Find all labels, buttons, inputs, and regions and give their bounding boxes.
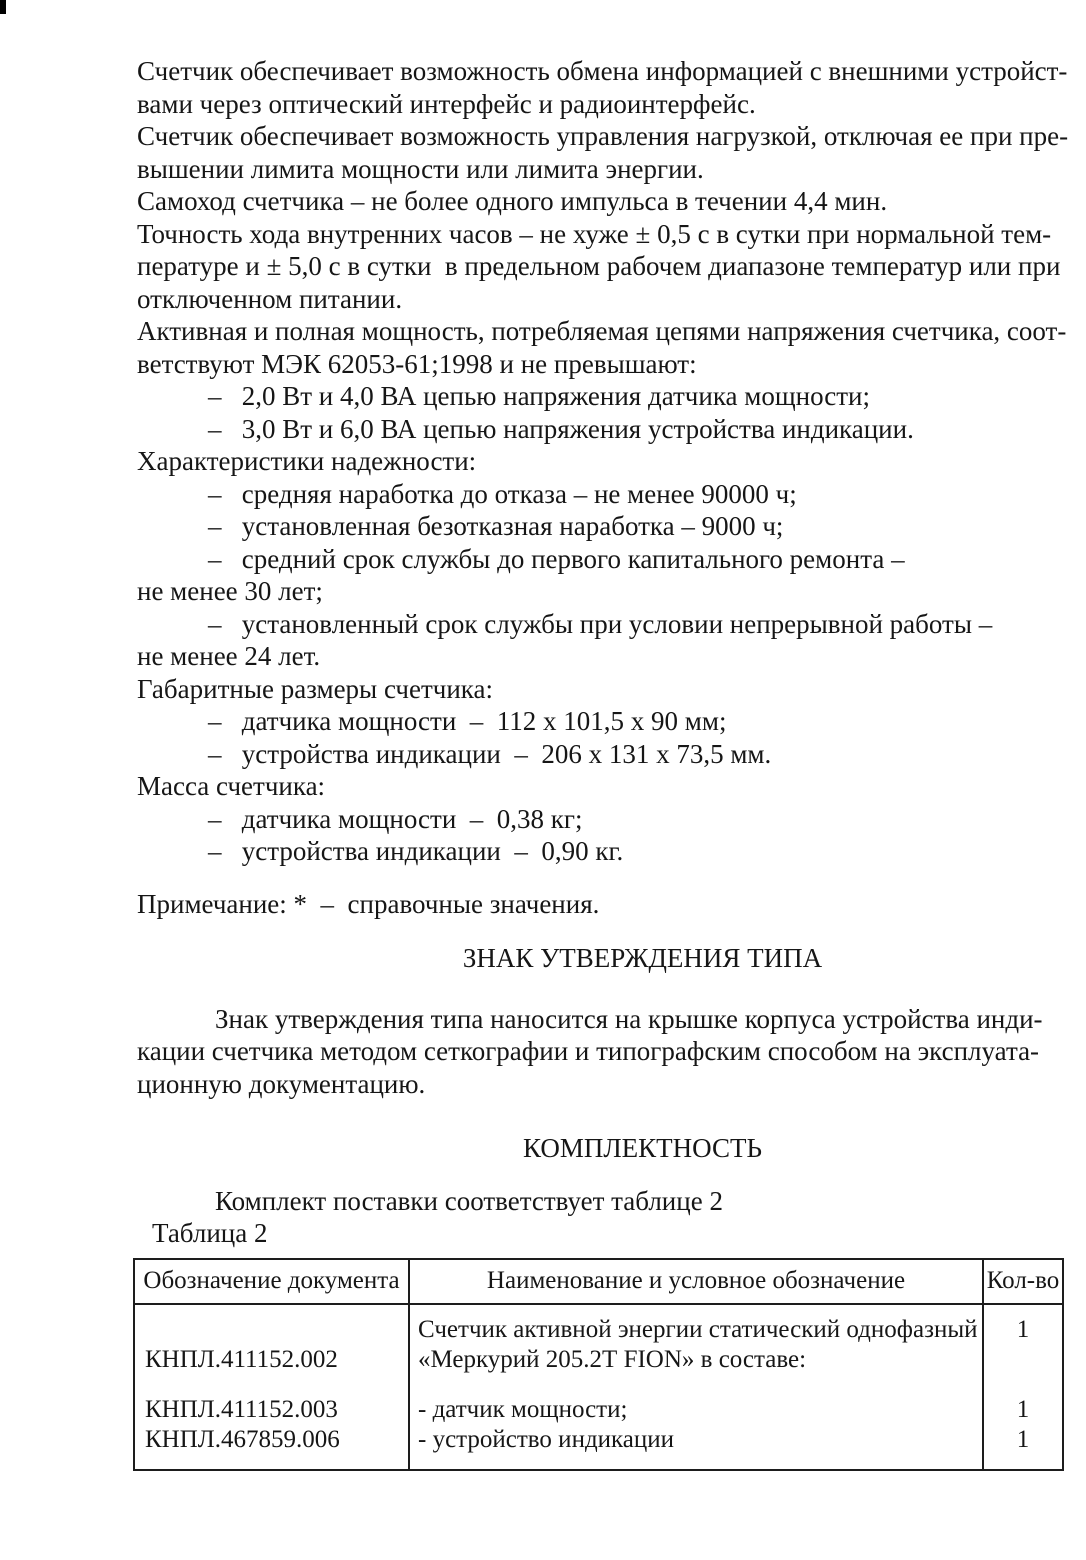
text-line: пературе и ± 5,0 с в сутки в предельном рабочем диапазоне температур или при xyxy=(137,251,1061,281)
table-cell-line: - устройство индикации xyxy=(418,1426,675,1453)
table-header-doc: Обозначение документа xyxy=(134,1259,409,1305)
lines-container xyxy=(137,55,1070,1250)
text-line: отключенном питании. xyxy=(137,283,403,314)
table-cell-line: 1 xyxy=(1016,1396,1030,1423)
text-line: Масса счетчика: xyxy=(137,771,326,801)
table-cell-line xyxy=(984,1345,1062,1375)
table-cell-line xyxy=(984,1375,1062,1395)
text-line: Счетчик обеспечивает возможность управления нагрузкой, отключая ее при пре- xyxy=(137,121,1069,151)
table-cell-line: - датчик мощности; xyxy=(418,1396,628,1423)
table-cell-line: КНПЛ.411152.002 xyxy=(145,1346,338,1373)
text-line: вами через оптический интерфейс и радиоинтерфейс. xyxy=(137,88,756,119)
text-line: Характеристики надежности: xyxy=(137,446,477,476)
table-col-doc xyxy=(134,1304,409,1470)
text-line: КОМПЛЕКТНОСТЬ xyxy=(523,1133,762,1163)
text-line: – датчика мощности – 112 х 101,5 х 90 мм; xyxy=(208,706,727,736)
text-line: кации счетчика методом сеткографии и типографским способом на эксплуата- xyxy=(137,1036,1040,1066)
text-line: – установленный срок службы при условии непрерывной работы – xyxy=(208,608,993,639)
text-line: – 3,0 Вт и 6,0 ВА цепью напряжения устройства индикации. xyxy=(208,413,914,444)
text-line: – датчика мощности – 0,38 кг; xyxy=(208,803,583,834)
text-line: не менее 24 лет. xyxy=(137,641,321,671)
text-line: Счетчик обеспечивает возможность обмена информацией с внешними устройст- xyxy=(137,56,1068,86)
text-line: Активная и полная мощность, потребляемая цепями напряжения счетчика, соот- xyxy=(137,316,1067,346)
text-line: вышении лимита мощности или лимита энергии. xyxy=(137,153,704,184)
table-cell-line: КНПЛ.467859.006 xyxy=(145,1426,340,1453)
text-line: Комплект поставки соответствует таблице 2 xyxy=(215,1185,723,1216)
text-line: – средняя наработка до отказа – не менее 90000 ч; xyxy=(208,478,797,509)
text-line: – устройства индикации – 206 х 131 х 73,5 мм. xyxy=(208,738,772,769)
table-header-name: Наименование и условное обозначение xyxy=(409,1259,983,1305)
text-line: Примечание: * – справочные значения. xyxy=(137,888,600,919)
text-line: – устройства индикации – 0,90 кг. xyxy=(208,836,624,866)
text-line: – 2,0 Вт и 4,0 ВА цепью напряжения датчика мощности; xyxy=(208,381,871,411)
text-line: Таблица 2 xyxy=(152,1218,268,1248)
table-col-name xyxy=(409,1304,983,1470)
table-body-row xyxy=(134,1304,1063,1470)
table-col-qty xyxy=(983,1304,1063,1470)
text-line: ционную документацию. xyxy=(137,1068,426,1099)
text-line: не менее 30 лет; xyxy=(137,576,323,606)
table-cell-line xyxy=(410,1375,982,1395)
text-line: – средний срок службы до первого капитального ремонта – xyxy=(208,543,905,574)
components-table xyxy=(133,1258,1064,1472)
table-cell-line xyxy=(135,1375,408,1395)
text-line: Самоход счетчика – не более одного импульса в течении 4,4 мин. xyxy=(137,186,888,216)
text-line: ветствуют МЭК 62053-61;1998 и не превышают: xyxy=(137,348,697,379)
table-cell-line: 1 xyxy=(1016,1426,1030,1453)
text-line: – установленная безотказная наработка – 9000 ч; xyxy=(208,511,784,541)
table-cell-line: КНПЛ.411152.003 xyxy=(145,1396,338,1423)
table-cell-line: 1 xyxy=(1016,1316,1030,1343)
text-line: ЗНАК УТВЕРЖДЕНИЯ ТИПА xyxy=(462,943,823,973)
text-line: Точность хода внутренних часов – не хуже ± 0,5 с в сутки при нормальной тем- xyxy=(137,218,1052,249)
table-header-qty: Кол-во xyxy=(983,1259,1063,1305)
table-header-row xyxy=(134,1259,1063,1305)
table-cell-line: «Меркурий 205.2Т FION» в составе: xyxy=(418,1346,807,1373)
table-cell-line xyxy=(135,1315,408,1345)
text-line: Габаритные размеры счетчика: xyxy=(137,673,493,704)
text-line: Знак утверждения типа наносится на крышке корпуса устройства инди- xyxy=(215,1003,1043,1034)
table-cell-line: Счетчик активной энергии статический однофазный xyxy=(418,1316,978,1343)
